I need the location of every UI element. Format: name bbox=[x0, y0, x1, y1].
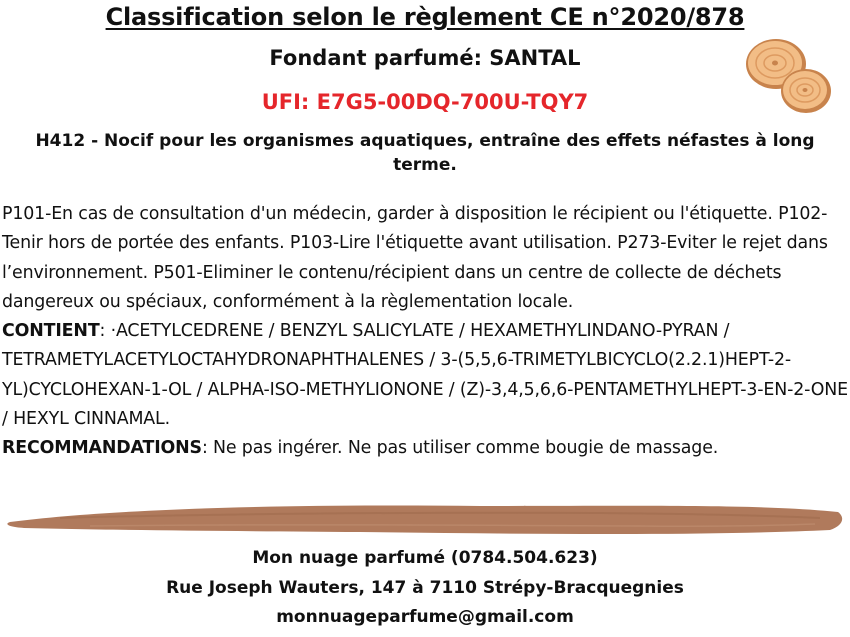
recommendations-text: : Ne pas ingérer. Ne pas utiliser comme bougie de massage. bbox=[201, 438, 719, 459]
ufi-code: UFI: E7G5-00DQ-700U-TQY7 bbox=[261, 90, 589, 114]
wood-slices-icon bbox=[744, 36, 834, 116]
contains-text: : ·ACETYLCEDRENE / BENZYL SALICYLATE / HEXAMETHYLINDANO-PYRAN / TETRAMETYLACETYLOCTAHYDRONAPHTHALENES / 3-(5,5,6-TRIMETYLBICYCLO(2.2.1)HEPT-2-YL)CYCLOHEXAN-1-OL / ALPHA-ISO-METHYLIONONE / (Z)-3,4,5,6,6-PENTAMETHYLHEPT-3-EN-2-ONE / HEXYL CINNAMAL. bbox=[2, 321, 848, 430]
recommendations-label: RECOMMANDATIONS bbox=[2, 438, 202, 459]
company-name: Mon nuage parfumé (0784.504.623) bbox=[252, 548, 598, 568]
company-email: monnuageparfume@gmail.com bbox=[276, 607, 574, 627]
hazard-statement: H412 - Nocif pour les organismes aquatiques, entraîne des effets néfastes à long terme. bbox=[35, 131, 815, 175]
company-address: Rue Joseph Wauters, 147 à 7110 Strépy-Bracquegnies bbox=[166, 577, 684, 598]
product-name: Fondant parfumé: SANTAL bbox=[269, 46, 581, 70]
footer bbox=[0, 544, 850, 633]
precautionary-statements: P101-En cas de consultation d'un médecin, garder à disposition le récipient ou l'étiquette. P102-Tenir hors de portée des enfants. P103-Lire l'étiquette avant utilisation. P273-Eviter le rejet dans l’environnement. P501-Eliminer le contenu/récipient dans un centre de collecte de déchets dangereux ou spéciaux, conformément à la règlementation locale. bbox=[2, 204, 828, 312]
brush-stroke-divider bbox=[0, 492, 850, 552]
document-title: Classification selon le règlement CE n°2020/878 bbox=[105, 3, 745, 31]
contains-label: CONTIENT bbox=[2, 321, 100, 342]
label-body bbox=[2, 200, 848, 464]
